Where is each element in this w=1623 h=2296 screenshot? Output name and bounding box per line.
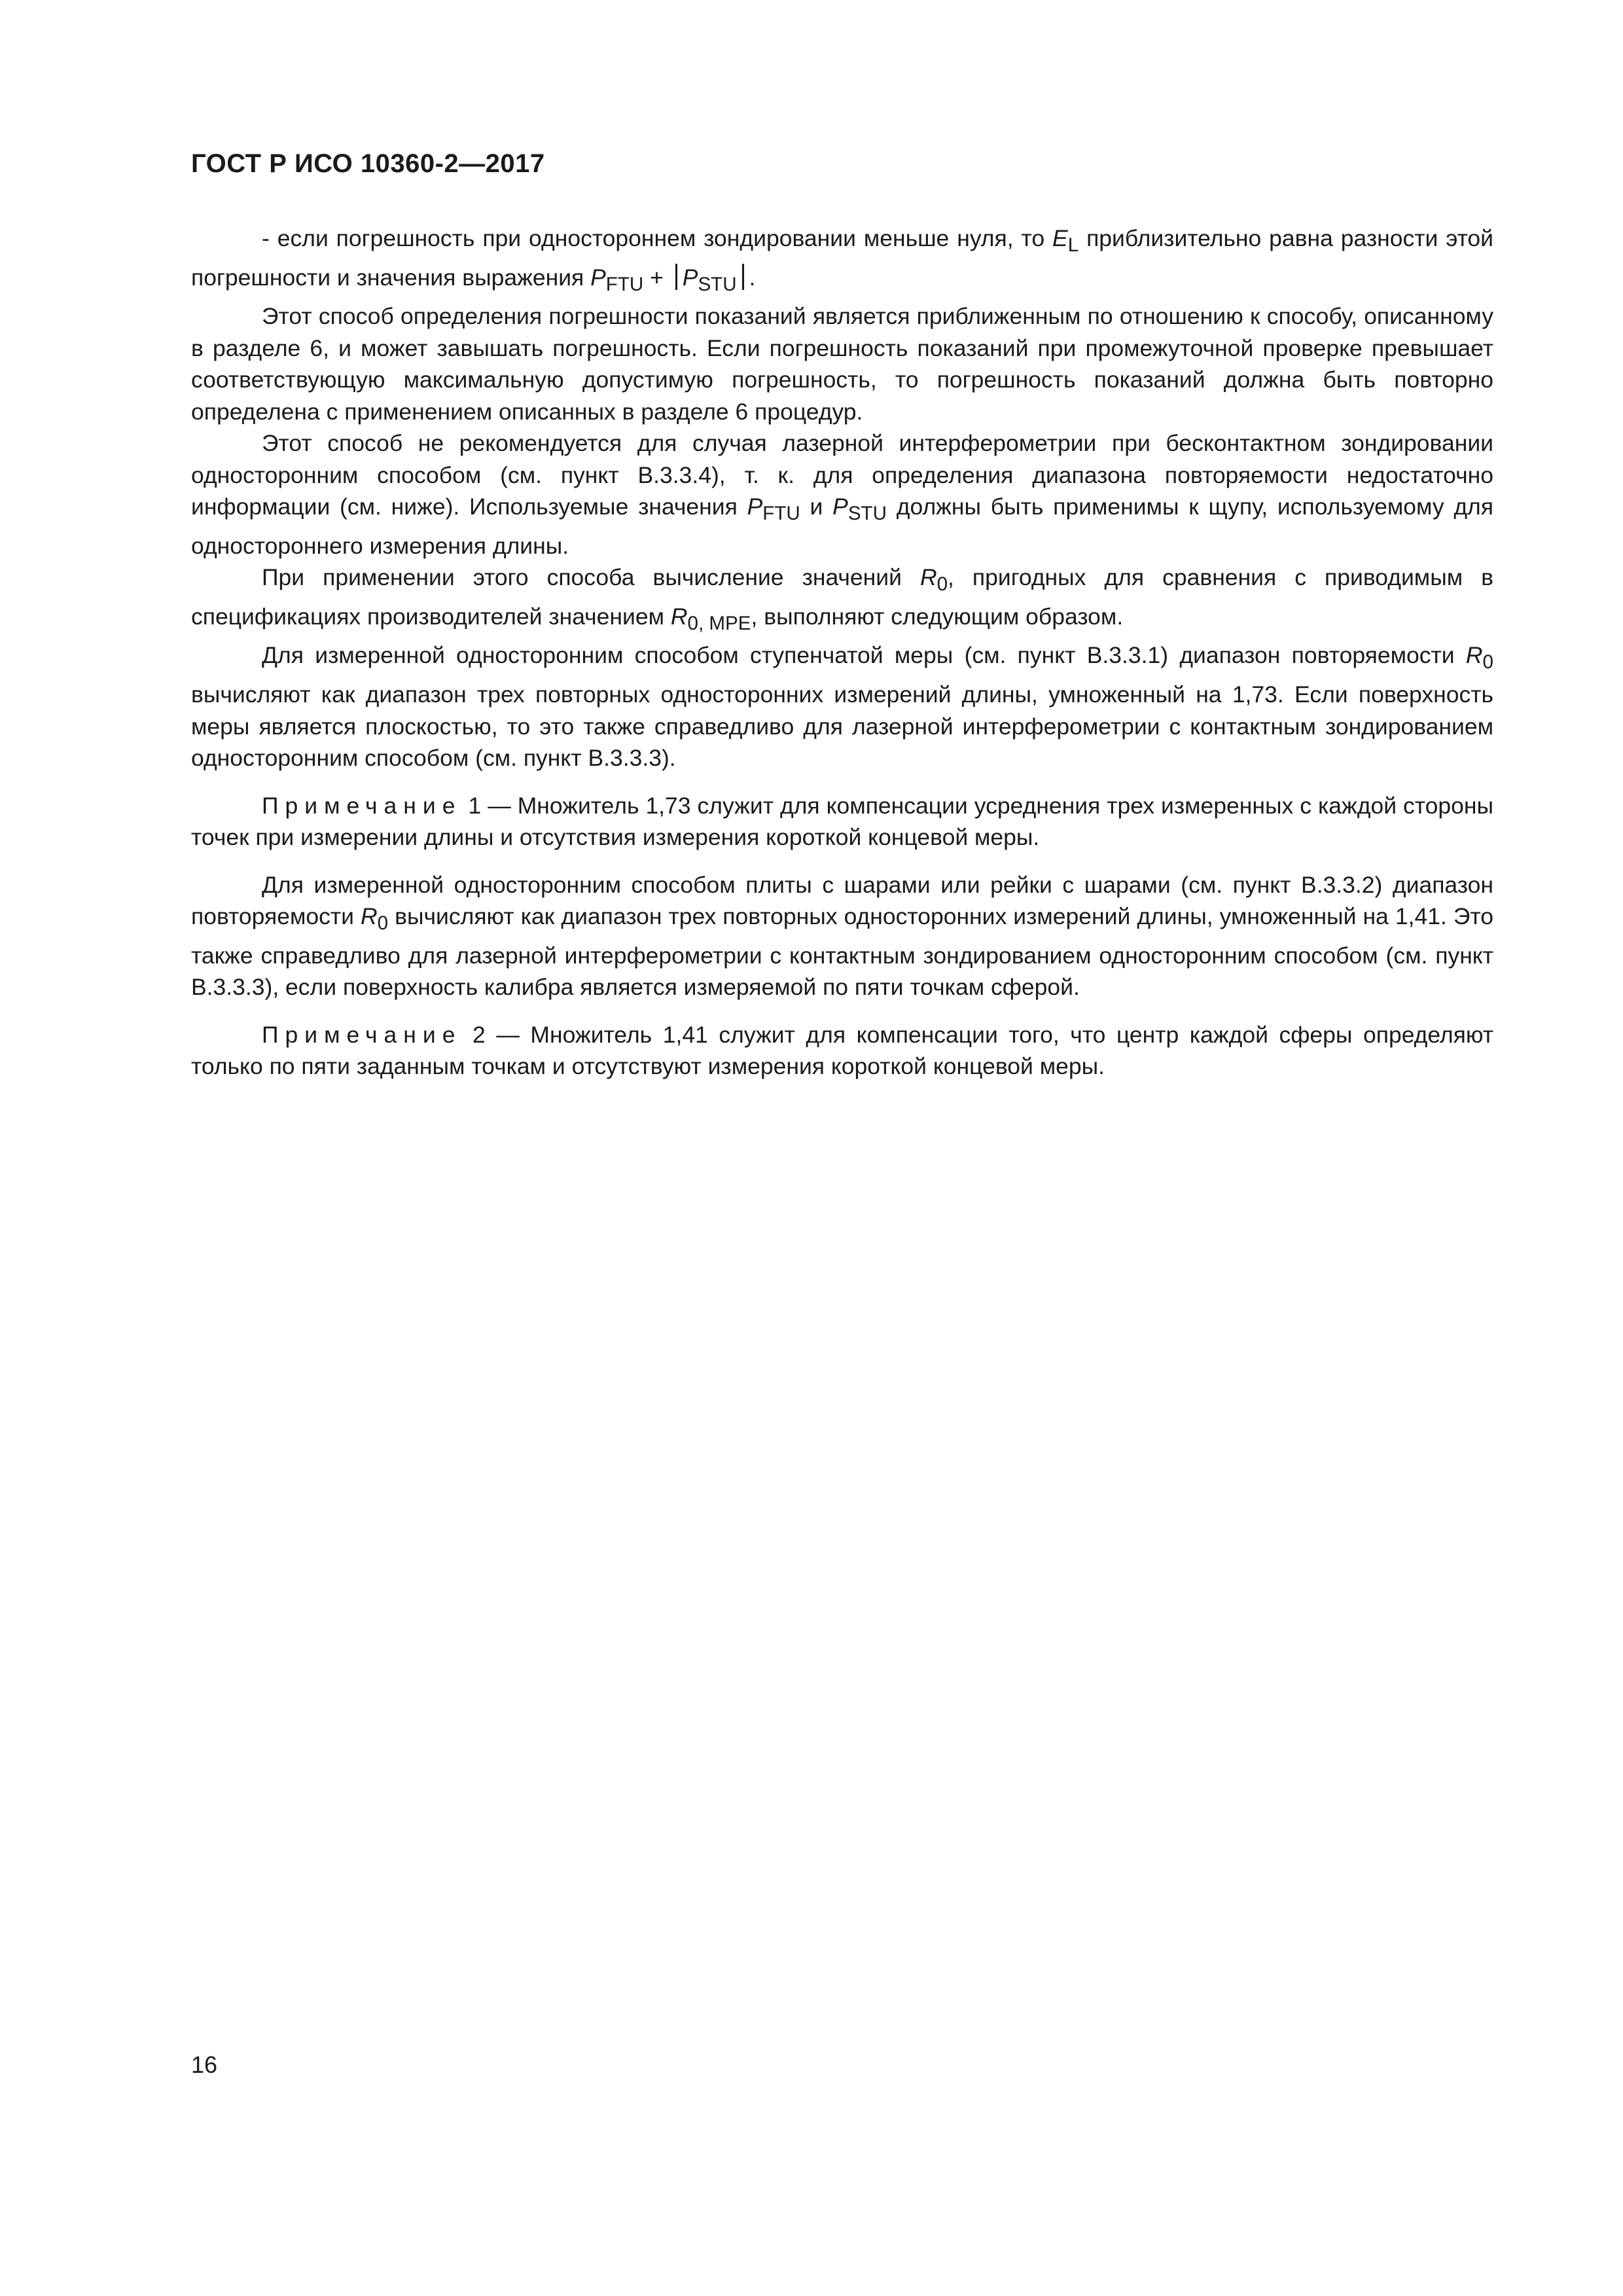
plus-sign: +: [643, 264, 670, 291]
text-run: - если погрешность при одностороннем зондировании меньше нуля, то: [262, 225, 1053, 251]
symbol-p: P: [832, 493, 848, 520]
subscript: 0: [377, 912, 389, 935]
note-text: 1 — Множитель 1,73 служит для компенсации усреднения трех измеренных с каждой стороны точек при измерении длины и отсутствия измерения короткой концевой меры.: [191, 792, 1493, 851]
subscript: FTU: [605, 273, 644, 295]
symbol-p: P: [590, 264, 606, 291]
text-run: .: [749, 264, 756, 291]
note-label: Примечание: [262, 1021, 462, 1048]
subscript: STU: [698, 273, 737, 295]
text-run: Для измеренной односторонним способом ступенчатой меры (см. пункт В.3.3.1) диапазон повторяемости: [262, 642, 1466, 669]
note-label: Примечание: [262, 792, 462, 819]
text-run: вычисляют как диапазон трех повторных односторонних измерений длины, умноженный на 1,73. Если поверхность меры является плоскостью, то это также справедливо для лазерной интерферометрии с контактным зондированием односторонним способом (см. пункт В.3.3.3).: [191, 681, 1493, 772]
document-body: [191, 223, 1493, 1083]
symbol-r: R: [361, 903, 378, 930]
symbol-p: P: [682, 264, 698, 291]
symbol-r: R: [919, 564, 937, 591]
subscript: 0: [1482, 651, 1493, 673]
document-header: ГОСТ Р ИСО 10360-2—2017: [191, 149, 545, 178]
absolute-value-bar-right: [742, 264, 744, 290]
symbol-r: R: [670, 603, 688, 630]
text-run: Для измеренной односторонним способом плиты с шарами или рейки с шарами (см. пункт В.3.3.2) диапазон повторяемости: [191, 871, 1493, 930]
subscript: L: [1067, 234, 1079, 257]
text-run: приблизительно равна разности этой погрешности и значения выражения: [191, 225, 1494, 291]
subscript: FTU: [762, 503, 800, 525]
subscript: 0: [936, 573, 948, 596]
paragraph-step-gauge: [191, 639, 1493, 774]
text-run: , выполняют следующим образом.: [751, 603, 1124, 630]
text-run: При применении этого способа вычисление значений: [262, 564, 920, 591]
text-run: Этот способ не рекомендуется для случая лазерной интерферометрии при бесконтактном зондировании односторонним способом (см. пункт В.3.3.4), т. к. для определения диапазона повторяемости недостаточно информации (см. ниже). Используемые значения: [191, 430, 1493, 520]
paragraph-ball-plate: [191, 869, 1493, 1003]
symbol-e: E: [1052, 225, 1068, 251]
text-run: и: [800, 493, 833, 520]
note-text: 2 — Множитель 1,41 служит для компенсации того, что центр каждой сферы определяют только по пяти заданным точкам и отсутствуют измерения короткой концевой меры.: [191, 1021, 1493, 1080]
text-run: должны быть применимы к щупу, используемому для одностороннего измерения длины.: [191, 493, 1493, 559]
note-2: [191, 1019, 1493, 1083]
paragraph-r0-calculation: [191, 562, 1493, 639]
text-run: вычисляют как диапазон трех повторных односторонних измерений длины, умноженный на 1,41. Это также справедливо для лазерной интерферометрии с контактным зондированием односторонним способом (см. пункт В.3.3.3), если поверхность калибра является измеряемой по пяти точкам сферой.: [191, 903, 1493, 1001]
text-run: , пригодных для сравнения с приводимым в спецификациях производителей значением: [191, 564, 1493, 630]
symbol-r: R: [1465, 642, 1483, 669]
note-1: [191, 790, 1493, 853]
symbol-p: P: [747, 493, 763, 520]
subscript: STU: [847, 503, 887, 525]
paragraph-approximate-method: Этот способ определения погрешности показаний является приближенным по отношению к способу, описанному в разделе 6, и может завышать погрешность. Если погрешность показаний при промежуточной проверке превышает соответствующую максимальную допустимую погрешность, то погрешность показаний должна быть повторно определена с применением описанных в разделе 6 процедур.: [191, 303, 1493, 425]
paragraph-laser-interferometry: [191, 427, 1493, 562]
subscript: 0, MPE: [687, 612, 751, 634]
absolute-value-bar-left: [675, 264, 677, 290]
paragraph-negative-error: [191, 223, 1493, 300]
page-number: 16: [191, 2051, 218, 2078]
